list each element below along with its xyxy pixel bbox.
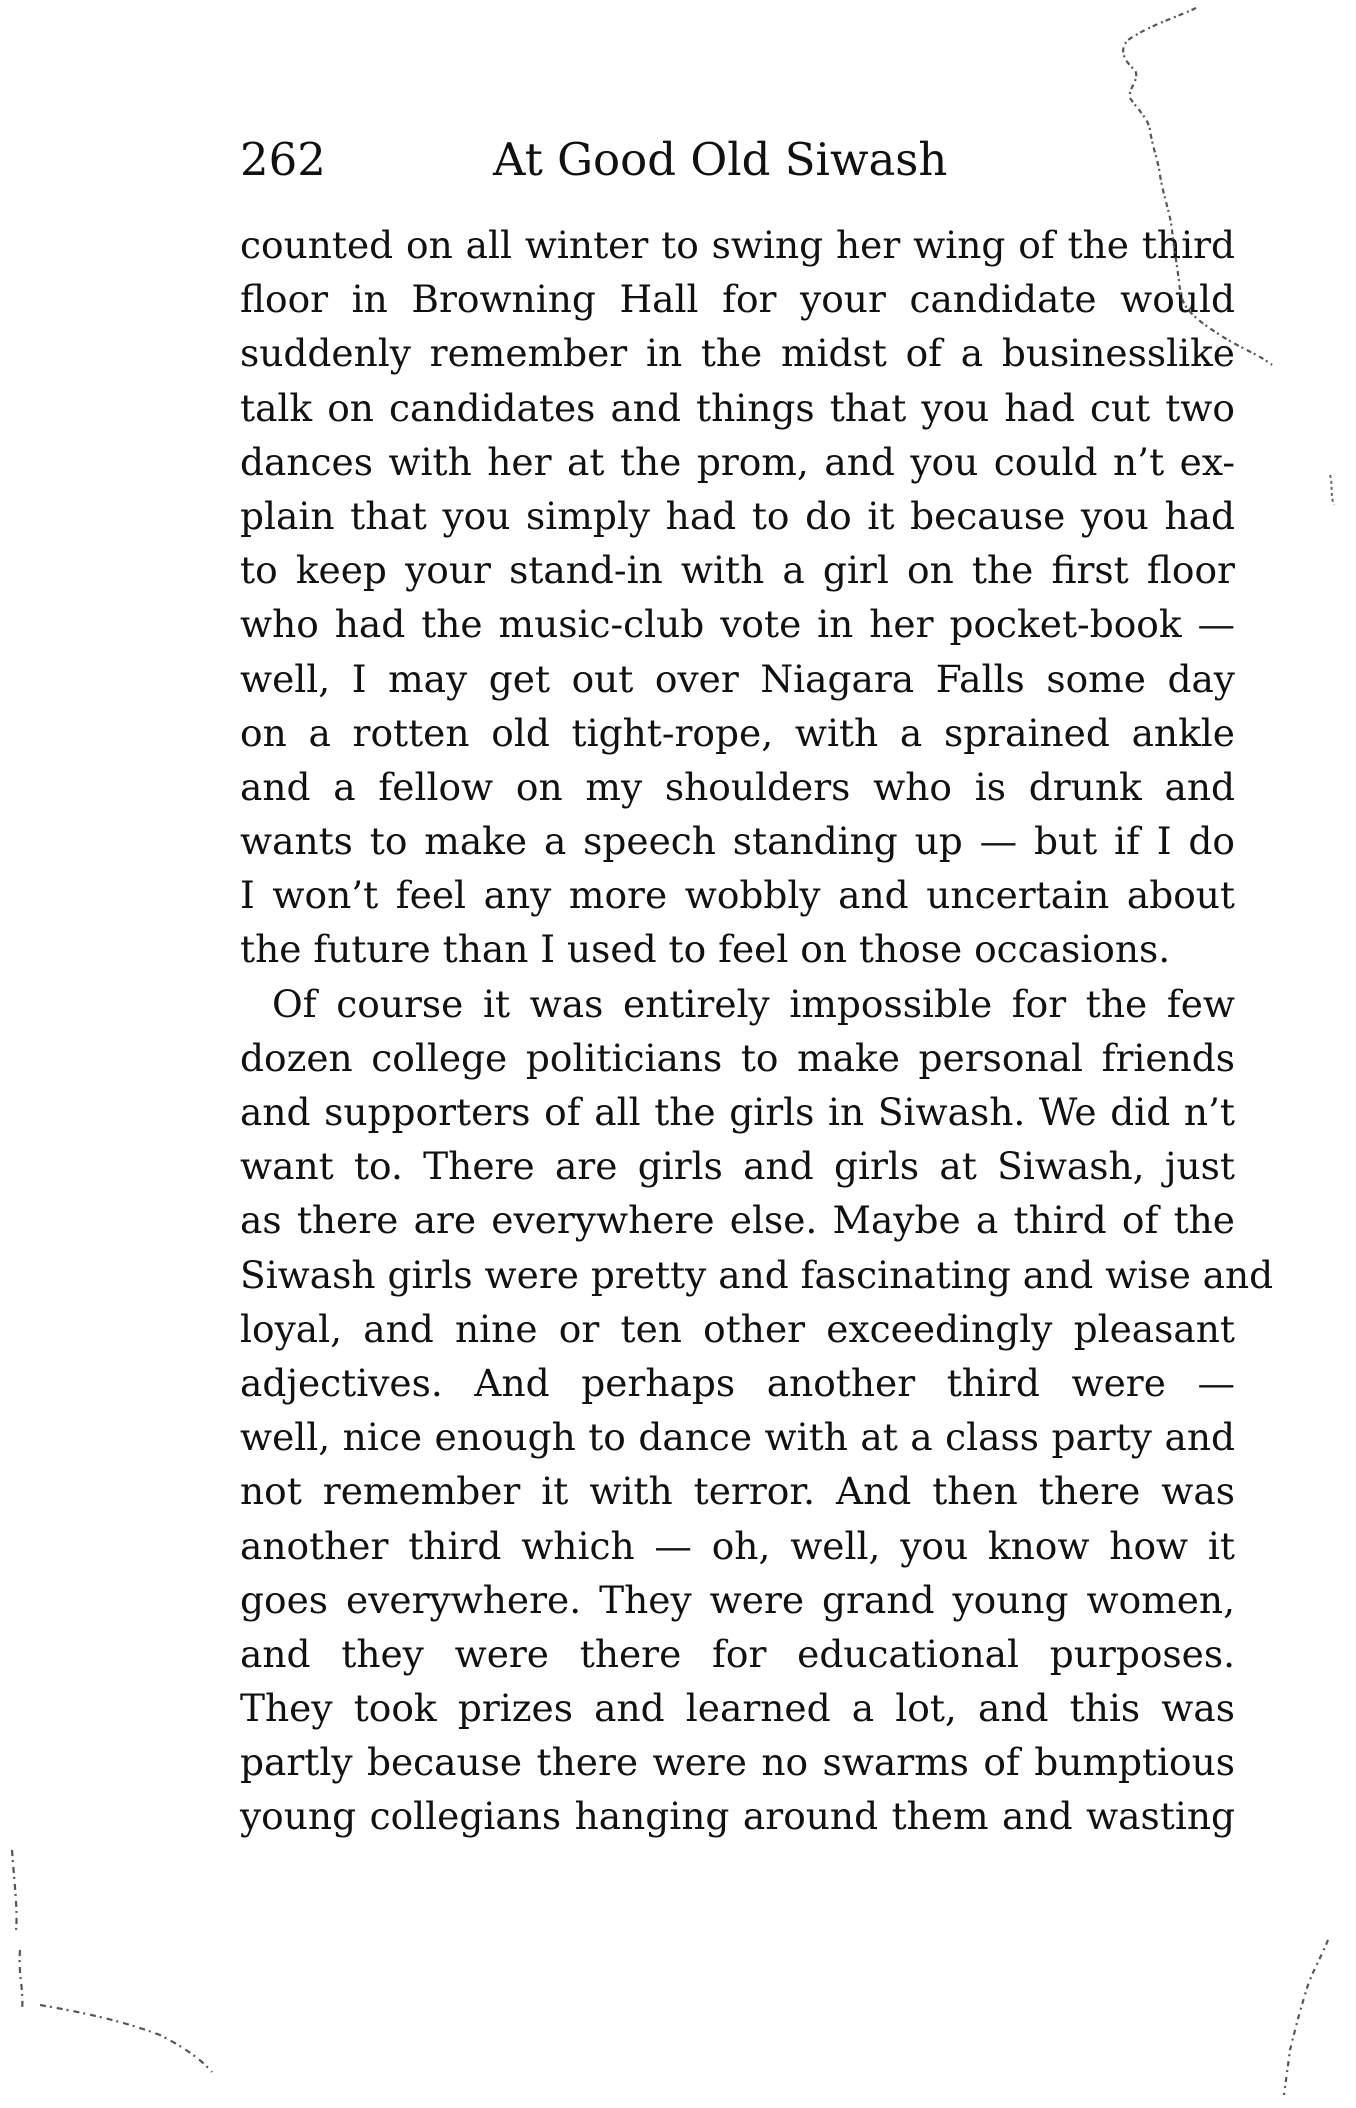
text-line: suddenly remember in the midst of a businesslike (240, 331, 1235, 376)
body-text (240, 218, 1274, 1844)
text-line: well, nice enough to dance with at a class party and (240, 1415, 1235, 1460)
text-line: talk on candidates and things that you had cut two (240, 385, 1235, 430)
running-title: At Good Old Siwash (493, 133, 948, 186)
text-line: want to. There are girls and girls at Siwash, just (240, 1144, 1235, 1189)
text-line: adjectives. And perhaps another third were — (240, 1360, 1235, 1405)
text-line: Of course it was entirely impossible for the few (272, 981, 1235, 1026)
page-number: 262 (240, 133, 326, 186)
text-line: to keep your stand-in with a girl on the first floor (240, 548, 1235, 593)
text-line: well, I may get out over Niagara Falls some day (240, 656, 1235, 701)
text-line: and supporters of all the girls in Siwash. We did n’t (240, 1090, 1235, 1134)
text-line: They took prizes and learned a lot, and this was (240, 1686, 1235, 1731)
text-line: not remember it with terror. And then there was (240, 1469, 1235, 1514)
text-line: another third which — oh, well, you know how it (240, 1523, 1235, 1568)
text-line: plain that you simply had to do it because you had (240, 493, 1235, 538)
text-line: dances with her at the prom, and you could n’t ex- (240, 439, 1235, 484)
torn-edge-right (1330, 475, 1334, 505)
paragraph (240, 218, 1235, 977)
text-line: as there are everywhere else. Maybe a third of the (240, 1198, 1235, 1243)
text-line: loyal, and nine or ten other exceedingly pleasant (240, 1306, 1235, 1351)
text-line: who had the music-club vote in her pocket-book — (240, 602, 1235, 647)
text-line: counted on all winter to swing her wing of the third (240, 223, 1235, 267)
text-line: floor in Browning Hall for your candidate would (240, 277, 1235, 322)
text-line: dozen college politicians to make personal friends (240, 1035, 1235, 1080)
text-line: young collegians hanging around them and wasting (240, 1794, 1235, 1839)
paragraph (240, 977, 1274, 1844)
torn-edge-bottom-right (1284, 1940, 1328, 2095)
torn-edge-bottom-left (12, 1850, 212, 2072)
text-line: wants to make a speech standing up — but if I do (240, 819, 1235, 864)
text-line: and a fellow on my shoulders who is drunk and (240, 764, 1235, 809)
text-line: goes everywhere. They were grand young women, (240, 1577, 1235, 1622)
text-line: partly because there were no swarms of bumptious (240, 1740, 1235, 1785)
running-header (240, 130, 970, 190)
text-line: and they were there for educational purposes. (240, 1631, 1235, 1676)
text-line: I won’t feel any more wobbly and uncertain about (240, 873, 1235, 918)
text-line: on a rotten old tight-rope, with a sprained ankle (240, 710, 1235, 755)
text-line: the future than I used to feel on those occasions. (240, 927, 1171, 972)
text-line: Siwash girls were pretty and fascinating and wise and (240, 1252, 1274, 1297)
